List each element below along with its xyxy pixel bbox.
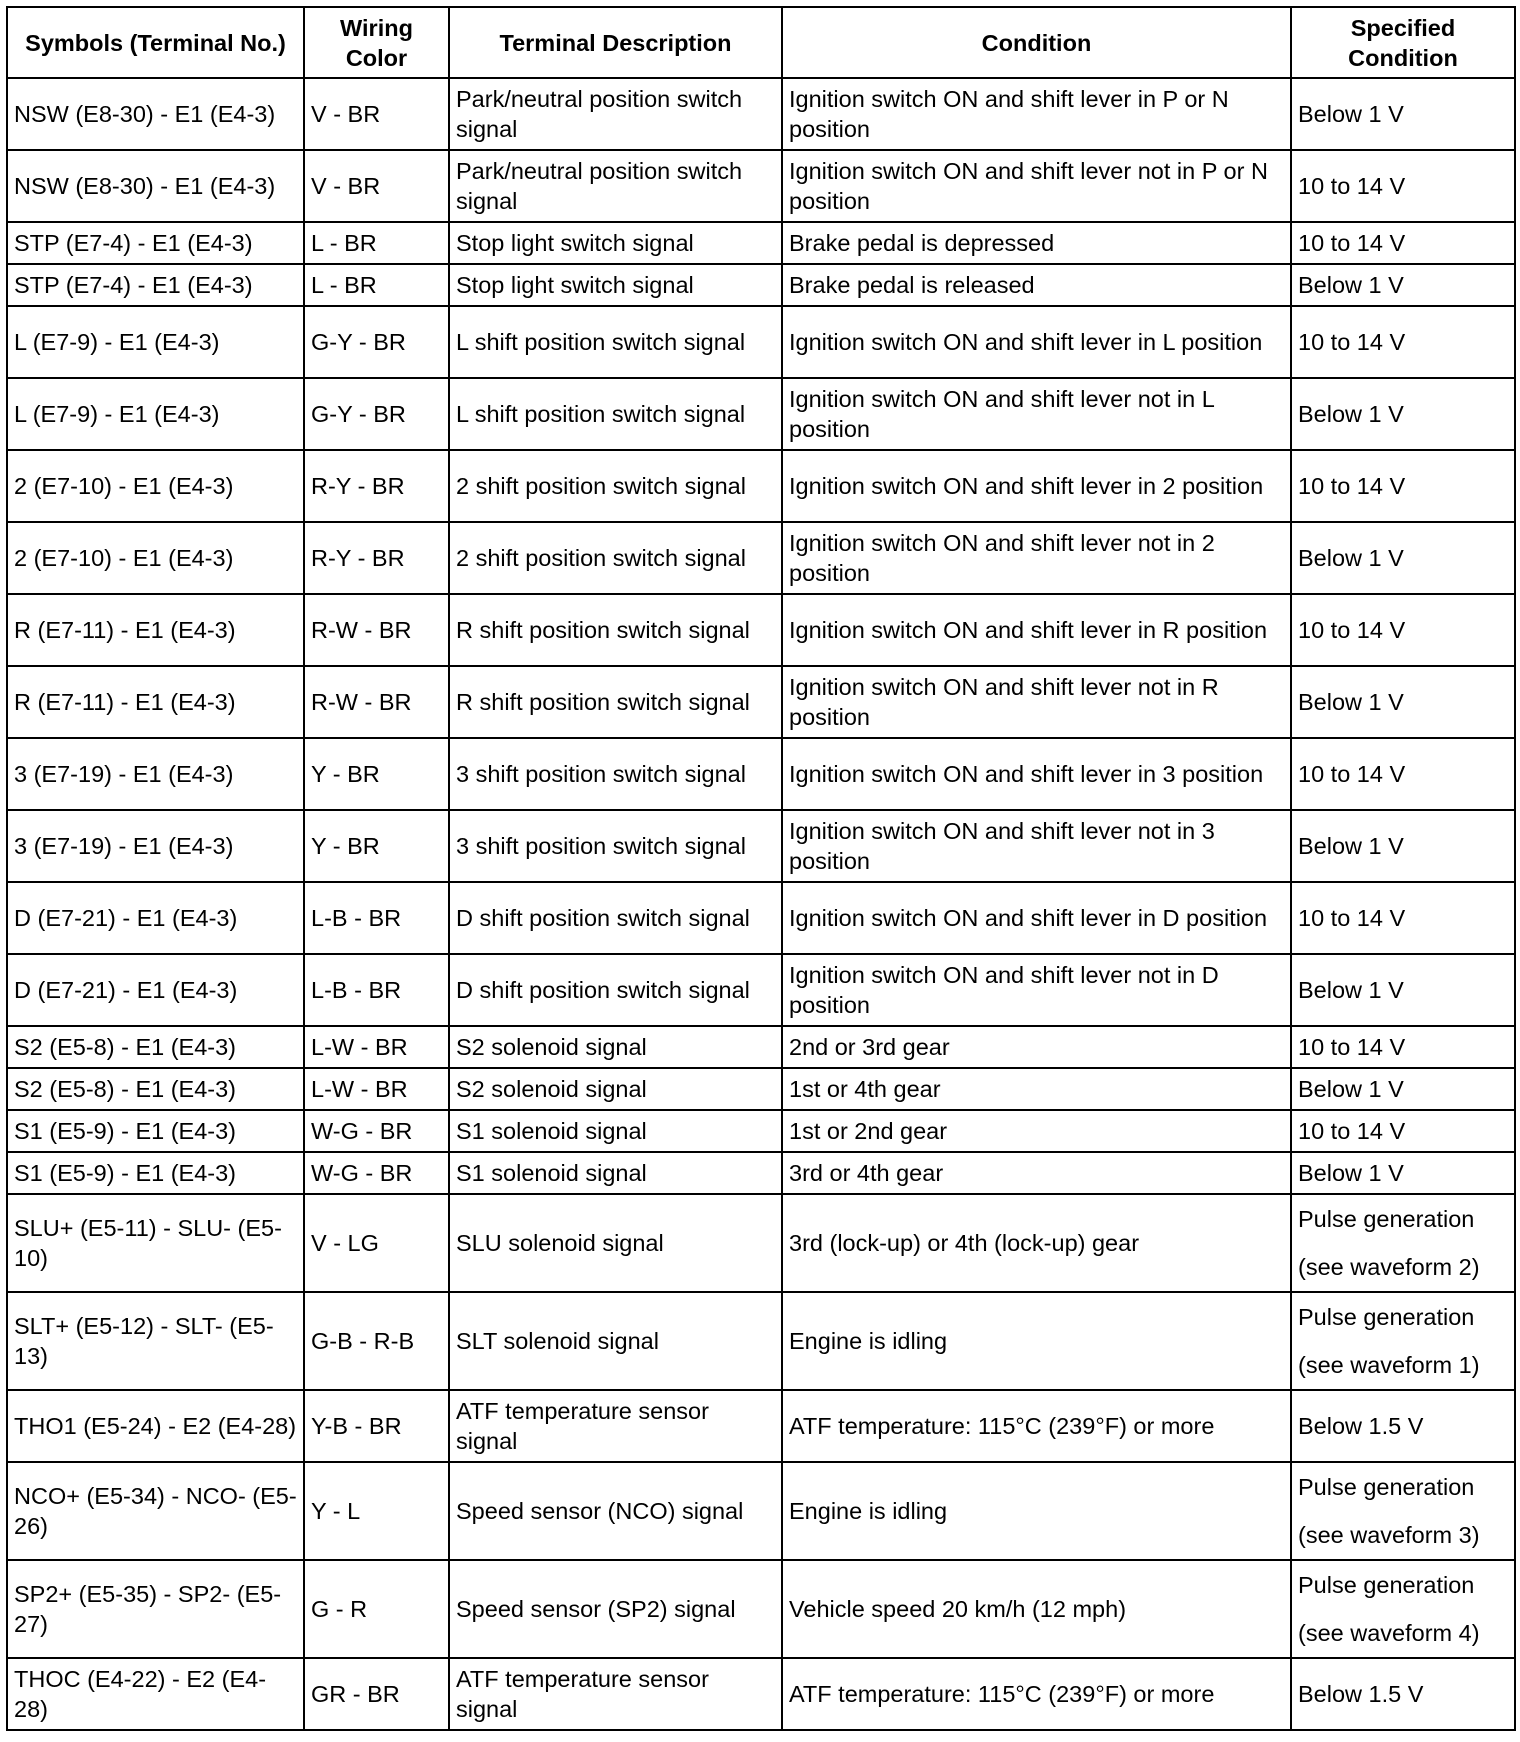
table-row (7, 222, 1515, 264)
cell-specified-condition: 10 to 14 V (1291, 738, 1515, 810)
cell-symbols: SP2+ (E5-35) - SP2- (E5-27) (7, 1560, 304, 1658)
cell-terminal-description: S2 solenoid signal (449, 1068, 782, 1110)
table-row (7, 1026, 1515, 1068)
specified-note: (see waveform 1) (1298, 1352, 1480, 1378)
table-row (7, 738, 1515, 810)
table-row (7, 666, 1515, 738)
table-row (7, 1658, 1515, 1730)
cell-condition: Ignition switch ON and shift lever not in R position (782, 666, 1291, 738)
cell-terminal-description: ATF temperature sensor signal (449, 1658, 782, 1730)
cell-specified-condition: Below 1 V (1291, 264, 1515, 306)
cell-terminal-description: Stop light switch signal (449, 264, 782, 306)
cell-symbols: L (E7-9) - E1 (E4-3) (7, 306, 304, 378)
cell-specified-condition: 10 to 14 V (1291, 150, 1515, 222)
cell-condition: Engine is idling (782, 1462, 1291, 1560)
cell-terminal-description: Park/neutral position switch signal (449, 150, 782, 222)
cell-terminal-description: Stop light switch signal (449, 222, 782, 264)
cell-terminal-description: Speed sensor (SP2) signal (449, 1560, 782, 1658)
cell-symbols: STP (E7-4) - E1 (E4-3) (7, 222, 304, 264)
cell-symbols: 3 (E7-19) - E1 (E4-3) (7, 810, 304, 882)
cell-specified-condition: 10 to 14 V (1291, 1026, 1515, 1068)
cell-symbols: SLT+ (E5-12) - SLT- (E5-13) (7, 1292, 304, 1390)
cell-wiring-color: GR - BR (304, 1658, 449, 1730)
cell-specified-condition: 10 to 14 V (1291, 306, 1515, 378)
cell-condition: 3rd (lock-up) or 4th (lock-up) gear (782, 1194, 1291, 1292)
header-wiring-color: Wiring Color (304, 7, 449, 78)
cell-condition: Ignition switch ON and shift lever in D position (782, 882, 1291, 954)
cell-condition: Ignition switch ON and shift lever in R position (782, 594, 1291, 666)
cell-specified-condition: Below 1 V (1291, 810, 1515, 882)
header-condition: Condition (782, 7, 1291, 78)
specified-note: (see waveform 3) (1298, 1522, 1480, 1548)
cell-symbols: D (E7-21) - E1 (E4-3) (7, 882, 304, 954)
cell-symbols: S1 (E5-9) - E1 (E4-3) (7, 1110, 304, 1152)
cell-terminal-description: Park/neutral position switch signal (449, 78, 782, 150)
cell-wiring-color: W-G - BR (304, 1152, 449, 1194)
cell-specified-condition: Below 1.5 V (1291, 1658, 1515, 1730)
table-row (7, 522, 1515, 594)
specified-value: Pulse generation (1298, 1304, 1475, 1330)
header-specified-condition: Specified Condition (1291, 7, 1515, 78)
table-row (7, 1110, 1515, 1152)
cell-terminal-description: D shift position switch signal (449, 882, 782, 954)
cell-terminal-description: Speed sensor (NCO) signal (449, 1462, 782, 1560)
table-row (7, 1194, 1515, 1292)
header-terminal-description: Terminal Description (449, 7, 782, 78)
cell-terminal-description: R shift position switch signal (449, 666, 782, 738)
table-row (7, 378, 1515, 450)
cell-terminal-description: L shift position switch signal (449, 378, 782, 450)
cell-wiring-color: V - LG (304, 1194, 449, 1292)
header-symbols: Symbols (Terminal No.) (7, 7, 304, 78)
cell-symbols: NSW (E8-30) - E1 (E4-3) (7, 150, 304, 222)
cell-terminal-description: SLT solenoid signal (449, 1292, 782, 1390)
cell-specified-condition: Below 1.5 V (1291, 1390, 1515, 1462)
cell-condition: Brake pedal is depressed (782, 222, 1291, 264)
cell-wiring-color: R-W - BR (304, 594, 449, 666)
cell-specified-condition (1291, 1292, 1515, 1390)
table-row (7, 1462, 1515, 1560)
cell-symbols: S1 (E5-9) - E1 (E4-3) (7, 1152, 304, 1194)
cell-terminal-description: S1 solenoid signal (449, 1110, 782, 1152)
cell-symbols: S2 (E5-8) - E1 (E4-3) (7, 1068, 304, 1110)
table-row (7, 150, 1515, 222)
cell-symbols: R (E7-11) - E1 (E4-3) (7, 666, 304, 738)
cell-wiring-color: G-Y - BR (304, 306, 449, 378)
table-row (7, 810, 1515, 882)
cell-specified-condition (1291, 1194, 1515, 1292)
table-body (7, 78, 1515, 1730)
cell-symbols: L (E7-9) - E1 (E4-3) (7, 378, 304, 450)
cell-wiring-color: V - BR (304, 78, 449, 150)
table-row (7, 1068, 1515, 1110)
cell-terminal-description: 2 shift position switch signal (449, 522, 782, 594)
cell-specified-condition: Below 1 V (1291, 522, 1515, 594)
cell-specified-condition: Below 1 V (1291, 78, 1515, 150)
cell-symbols: SLU+ (E5-11) - SLU- (E5-10) (7, 1194, 304, 1292)
header-row (7, 7, 1515, 78)
cell-condition: Ignition switch ON and shift lever not in L position (782, 378, 1291, 450)
cell-condition: Ignition switch ON and shift lever in 2 position (782, 450, 1291, 522)
specified-value: Pulse generation (1298, 1474, 1475, 1500)
cell-terminal-description: L shift position switch signal (449, 306, 782, 378)
cell-specified-condition: 10 to 14 V (1291, 594, 1515, 666)
cell-condition: Vehicle speed 20 km/h (12 mph) (782, 1560, 1291, 1658)
cell-condition: Engine is idling (782, 1292, 1291, 1390)
cell-specified-condition: Below 1 V (1291, 1068, 1515, 1110)
cell-wiring-color: G-Y - BR (304, 378, 449, 450)
cell-wiring-color: L - BR (304, 222, 449, 264)
cell-condition: 2nd or 3rd gear (782, 1026, 1291, 1068)
table-row (7, 954, 1515, 1026)
cell-condition: ATF temperature: 115°C (239°F) or more (782, 1658, 1291, 1730)
cell-symbols: STP (E7-4) - E1 (E4-3) (7, 264, 304, 306)
cell-terminal-description: D shift position switch signal (449, 954, 782, 1026)
cell-wiring-color: Y - L (304, 1462, 449, 1560)
cell-specified-condition: 10 to 14 V (1291, 222, 1515, 264)
cell-wiring-color: L-W - BR (304, 1026, 449, 1068)
table-row (7, 450, 1515, 522)
cell-symbols: THO1 (E5-24) - E2 (E4-28) (7, 1390, 304, 1462)
cell-terminal-description: ATF temperature sensor signal (449, 1390, 782, 1462)
cell-symbols: NSW (E8-30) - E1 (E4-3) (7, 78, 304, 150)
cell-condition: Brake pedal is released (782, 264, 1291, 306)
cell-specified-condition: Below 1 V (1291, 954, 1515, 1026)
cell-symbols: D (E7-21) - E1 (E4-3) (7, 954, 304, 1026)
cell-condition: 1st or 4th gear (782, 1068, 1291, 1110)
cell-wiring-color: G-B - R-B (304, 1292, 449, 1390)
cell-wiring-color: G - R (304, 1560, 449, 1658)
cell-wiring-color: Y - BR (304, 738, 449, 810)
cell-wiring-color: L-W - BR (304, 1068, 449, 1110)
cell-wiring-color: W-G - BR (304, 1110, 449, 1152)
cell-wiring-color: Y-B - BR (304, 1390, 449, 1462)
table-row (7, 1560, 1515, 1658)
cell-specified-condition: 10 to 14 V (1291, 882, 1515, 954)
cell-condition: Ignition switch ON and shift lever in P or N position (782, 78, 1291, 150)
cell-symbols: 2 (E7-10) - E1 (E4-3) (7, 450, 304, 522)
cell-wiring-color: L-B - BR (304, 954, 449, 1026)
cell-specified-condition: 10 to 14 V (1291, 1110, 1515, 1152)
cell-condition: Ignition switch ON and shift lever in 3 position (782, 738, 1291, 810)
specified-note: (see waveform 2) (1298, 1254, 1480, 1280)
cell-condition: ATF temperature: 115°C (239°F) or more (782, 1390, 1291, 1462)
cell-terminal-description: S2 solenoid signal (449, 1026, 782, 1068)
cell-condition: Ignition switch ON and shift lever not in 2 position (782, 522, 1291, 594)
cell-wiring-color: V - BR (304, 150, 449, 222)
cell-specified-condition (1291, 1462, 1515, 1560)
cell-symbols: R (E7-11) - E1 (E4-3) (7, 594, 304, 666)
cell-wiring-color: L-B - BR (304, 882, 449, 954)
cell-wiring-color: R-Y - BR (304, 522, 449, 594)
cell-symbols: 2 (E7-10) - E1 (E4-3) (7, 522, 304, 594)
terminal-spec-table (6, 6, 1516, 1731)
cell-specified-condition: Below 1 V (1291, 378, 1515, 450)
specified-value: Pulse generation (1298, 1206, 1475, 1232)
cell-terminal-description: S1 solenoid signal (449, 1152, 782, 1194)
terminal-spec-table-container (6, 6, 1516, 1731)
cell-terminal-description: SLU solenoid signal (449, 1194, 782, 1292)
cell-condition: Ignition switch ON and shift lever not in D position (782, 954, 1291, 1026)
table-row (7, 1390, 1515, 1462)
table-row (7, 594, 1515, 666)
specified-note: (see waveform 4) (1298, 1620, 1480, 1646)
cell-condition: 1st or 2nd gear (782, 1110, 1291, 1152)
cell-symbols: THOC (E4-22) - E2 (E4-28) (7, 1658, 304, 1730)
cell-symbols: S2 (E5-8) - E1 (E4-3) (7, 1026, 304, 1068)
cell-condition: Ignition switch ON and shift lever in L position (782, 306, 1291, 378)
table-row (7, 264, 1515, 306)
cell-specified-condition: 10 to 14 V (1291, 450, 1515, 522)
cell-terminal-description: 3 shift position switch signal (449, 810, 782, 882)
cell-symbols: NCO+ (E5-34) - NCO- (E5-26) (7, 1462, 304, 1560)
specified-value: Pulse generation (1298, 1572, 1475, 1598)
cell-wiring-color: R-Y - BR (304, 450, 449, 522)
table-row (7, 882, 1515, 954)
cell-specified-condition (1291, 1560, 1515, 1658)
cell-terminal-description: 3 shift position switch signal (449, 738, 782, 810)
cell-wiring-color: L - BR (304, 264, 449, 306)
cell-symbols: 3 (E7-19) - E1 (E4-3) (7, 738, 304, 810)
cell-specified-condition: Below 1 V (1291, 1152, 1515, 1194)
table-row (7, 306, 1515, 378)
cell-wiring-color: Y - BR (304, 810, 449, 882)
cell-specified-condition: Below 1 V (1291, 666, 1515, 738)
cell-condition: Ignition switch ON and shift lever not in 3 position (782, 810, 1291, 882)
table-row (7, 1152, 1515, 1194)
cell-condition: Ignition switch ON and shift lever not in P or N position (782, 150, 1291, 222)
cell-terminal-description: R shift position switch signal (449, 594, 782, 666)
cell-condition: 3rd or 4th gear (782, 1152, 1291, 1194)
cell-wiring-color: R-W - BR (304, 666, 449, 738)
table-row (7, 78, 1515, 150)
cell-terminal-description: 2 shift position switch signal (449, 450, 782, 522)
table-row (7, 1292, 1515, 1390)
